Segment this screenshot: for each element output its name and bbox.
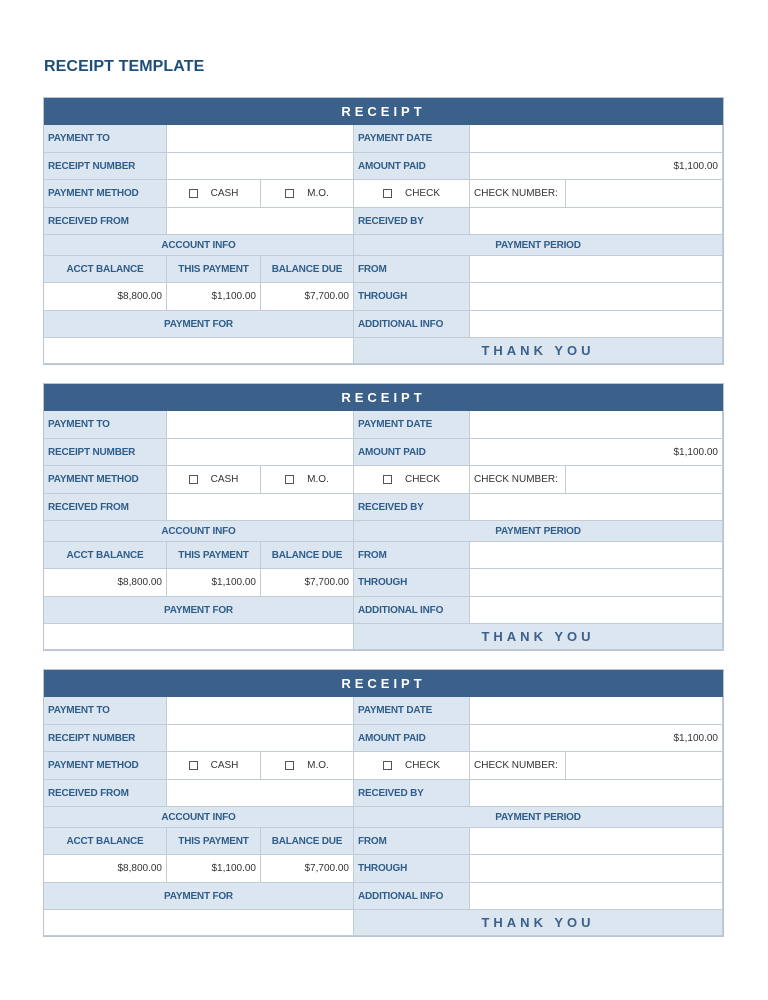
- receipt-card: [43, 97, 724, 365]
- balance-due-label: BALANCE DUE: [261, 256, 354, 283]
- through-field[interactable]: [470, 283, 723, 311]
- this-payment-label: THIS PAYMENT: [167, 256, 261, 283]
- acct-balance-label: ACCT BALANCE: [44, 256, 167, 283]
- payment-date-label: PAYMENT DATE: [354, 411, 470, 439]
- payment-date-label: PAYMENT DATE: [354, 697, 470, 725]
- amount-paid-value[interactable]: $1,100.00: [470, 439, 723, 466]
- cash-label: CASH: [210, 474, 239, 485]
- thank-you-banner: THANK YOU: [354, 910, 723, 936]
- amount-paid-value[interactable]: $1,100.00: [470, 153, 723, 180]
- mo-label: M.O.: [307, 188, 329, 199]
- payment-period-heading: PAYMENT PERIOD: [354, 235, 723, 256]
- check-number-label: CHECK NUMBER:: [470, 466, 566, 494]
- payment-method-label: PAYMENT METHOD: [44, 180, 167, 208]
- this-payment-label: THIS PAYMENT: [167, 542, 261, 569]
- payment-period-heading: PAYMENT PERIOD: [354, 521, 723, 542]
- received-from-label: RECEIVED FROM: [44, 208, 167, 235]
- balance-due-value[interactable]: $7,700.00: [261, 855, 354, 883]
- cash-label: CASH: [210, 760, 239, 771]
- from-field[interactable]: [470, 542, 723, 569]
- received-from-field[interactable]: [167, 780, 354, 807]
- receipt-number-field[interactable]: [167, 725, 354, 752]
- through-label: THROUGH: [354, 283, 470, 311]
- payment-for-heading: PAYMENT FOR: [44, 311, 354, 338]
- checkbox-icon[interactable]: [285, 189, 294, 198]
- receipt-number-label: RECEIPT NUMBER: [44, 725, 167, 752]
- cash-checkbox-option[interactable]: [167, 180, 261, 208]
- received-from-field[interactable]: [167, 494, 354, 521]
- payment-to-field[interactable]: [167, 697, 354, 725]
- cash-checkbox-option[interactable]: [167, 752, 261, 780]
- through-label: THROUGH: [354, 855, 470, 883]
- payment-to-label: PAYMENT TO: [44, 125, 167, 153]
- payment-method-label: PAYMENT METHOD: [44, 752, 167, 780]
- from-field[interactable]: [470, 828, 723, 855]
- additional-info-field[interactable]: [470, 597, 723, 624]
- from-field[interactable]: [470, 256, 723, 283]
- acct-balance-value[interactable]: $8,800.00: [44, 855, 167, 883]
- this-payment-label: THIS PAYMENT: [167, 828, 261, 855]
- acct-balance-value[interactable]: $8,800.00: [44, 283, 167, 311]
- check-checkbox-option[interactable]: [354, 466, 470, 494]
- thank-you-banner: THANK YOU: [354, 624, 723, 650]
- payment-date-field[interactable]: [470, 125, 723, 153]
- checkbox-icon[interactable]: [189, 761, 198, 770]
- acct-balance-label: ACCT BALANCE: [44, 542, 167, 569]
- checkbox-icon[interactable]: [383, 475, 392, 484]
- amount-paid-value[interactable]: $1,100.00: [470, 725, 723, 752]
- cash-checkbox-option[interactable]: [167, 466, 261, 494]
- additional-info-label: ADDITIONAL INFO: [354, 597, 470, 624]
- payment-for-field[interactable]: [44, 338, 354, 364]
- additional-info-label: ADDITIONAL INFO: [354, 311, 470, 338]
- acct-balance-value[interactable]: $8,800.00: [44, 569, 167, 597]
- received-from-label: RECEIVED FROM: [44, 494, 167, 521]
- received-by-label: RECEIVED BY: [354, 494, 470, 521]
- payment-for-heading: PAYMENT FOR: [44, 597, 354, 624]
- payment-to-field[interactable]: [167, 125, 354, 153]
- balance-due-label: BALANCE DUE: [261, 542, 354, 569]
- mo-label: M.O.: [307, 474, 329, 485]
- check-number-label: CHECK NUMBER:: [470, 752, 566, 780]
- account-info-heading: ACCOUNT INFO: [44, 235, 354, 256]
- through-label: THROUGH: [354, 569, 470, 597]
- balance-due-value[interactable]: $7,700.00: [261, 283, 354, 311]
- additional-info-field[interactable]: [470, 883, 723, 910]
- payment-method-label: PAYMENT METHOD: [44, 466, 167, 494]
- checkbox-icon[interactable]: [189, 475, 198, 484]
- checkbox-icon[interactable]: [285, 475, 294, 484]
- amount-paid-label: AMOUNT PAID: [354, 153, 470, 180]
- receipt-header: RECEIPT: [44, 670, 723, 697]
- receipt-number-field[interactable]: [167, 153, 354, 180]
- amount-paid-label: AMOUNT PAID: [354, 439, 470, 466]
- check-number-label: CHECK NUMBER:: [470, 180, 566, 208]
- mo-checkbox-option[interactable]: [261, 752, 354, 780]
- through-field[interactable]: [470, 569, 723, 597]
- additional-info-field[interactable]: [470, 311, 723, 338]
- receipt-card: [43, 383, 724, 651]
- payment-to-label: PAYMENT TO: [44, 411, 167, 439]
- payment-for-field[interactable]: [44, 624, 354, 650]
- this-payment-value[interactable]: $1,100.00: [167, 569, 261, 597]
- check-label: CHECK: [404, 188, 440, 199]
- payment-for-heading: PAYMENT FOR: [44, 883, 354, 910]
- cash-label: CASH: [210, 188, 239, 199]
- check-number-field[interactable]: [566, 180, 723, 208]
- received-by-field[interactable]: [470, 208, 723, 235]
- acct-balance-label: ACCT BALANCE: [44, 828, 167, 855]
- account-info-heading: ACCOUNT INFO: [44, 807, 354, 828]
- received-by-label: RECEIVED BY: [354, 780, 470, 807]
- payment-to-field[interactable]: [167, 411, 354, 439]
- from-label: FROM: [354, 256, 470, 283]
- receipt-header: RECEIPT: [44, 98, 723, 125]
- payment-date-field[interactable]: [470, 411, 723, 439]
- receipt-card: [43, 669, 724, 937]
- payment-for-field[interactable]: [44, 910, 354, 936]
- page-title: RECEIPT TEMPLATE: [44, 58, 205, 75]
- check-checkbox-option[interactable]: [354, 180, 470, 208]
- received-from-field[interactable]: [167, 208, 354, 235]
- balance-due-label: BALANCE DUE: [261, 828, 354, 855]
- check-number-field[interactable]: [566, 466, 723, 494]
- this-payment-value[interactable]: $1,100.00: [167, 855, 261, 883]
- checkbox-icon[interactable]: [383, 761, 392, 770]
- checkbox-icon[interactable]: [383, 189, 392, 198]
- check-checkbox-option[interactable]: [354, 752, 470, 780]
- checkbox-icon[interactable]: [285, 761, 294, 770]
- checkbox-icon[interactable]: [189, 189, 198, 198]
- received-from-label: RECEIVED FROM: [44, 780, 167, 807]
- from-label: FROM: [354, 542, 470, 569]
- mo-checkbox-option[interactable]: [261, 466, 354, 494]
- check-label: CHECK: [404, 474, 440, 485]
- received-by-label: RECEIVED BY: [354, 208, 470, 235]
- additional-info-label: ADDITIONAL INFO: [354, 883, 470, 910]
- from-label: FROM: [354, 828, 470, 855]
- through-field[interactable]: [470, 855, 723, 883]
- this-payment-value[interactable]: $1,100.00: [167, 283, 261, 311]
- payment-to-label: PAYMENT TO: [44, 697, 167, 725]
- receipt-number-label: RECEIPT NUMBER: [44, 439, 167, 466]
- check-label: CHECK: [404, 760, 440, 771]
- receipt-number-field[interactable]: [167, 439, 354, 466]
- received-by-field[interactable]: [470, 780, 723, 807]
- received-by-field[interactable]: [470, 494, 723, 521]
- mo-checkbox-option[interactable]: [261, 180, 354, 208]
- mo-label: M.O.: [307, 760, 329, 771]
- thank-you-banner: THANK YOU: [354, 338, 723, 364]
- balance-due-value[interactable]: $7,700.00: [261, 569, 354, 597]
- check-number-field[interactable]: [566, 752, 723, 780]
- amount-paid-label: AMOUNT PAID: [354, 725, 470, 752]
- payment-date-label: PAYMENT DATE: [354, 125, 470, 153]
- payment-period-heading: PAYMENT PERIOD: [354, 807, 723, 828]
- receipt-header: RECEIPT: [44, 384, 723, 411]
- receipt-number-label: RECEIPT NUMBER: [44, 153, 167, 180]
- payment-date-field[interactable]: [470, 697, 723, 725]
- account-info-heading: ACCOUNT INFO: [44, 521, 354, 542]
